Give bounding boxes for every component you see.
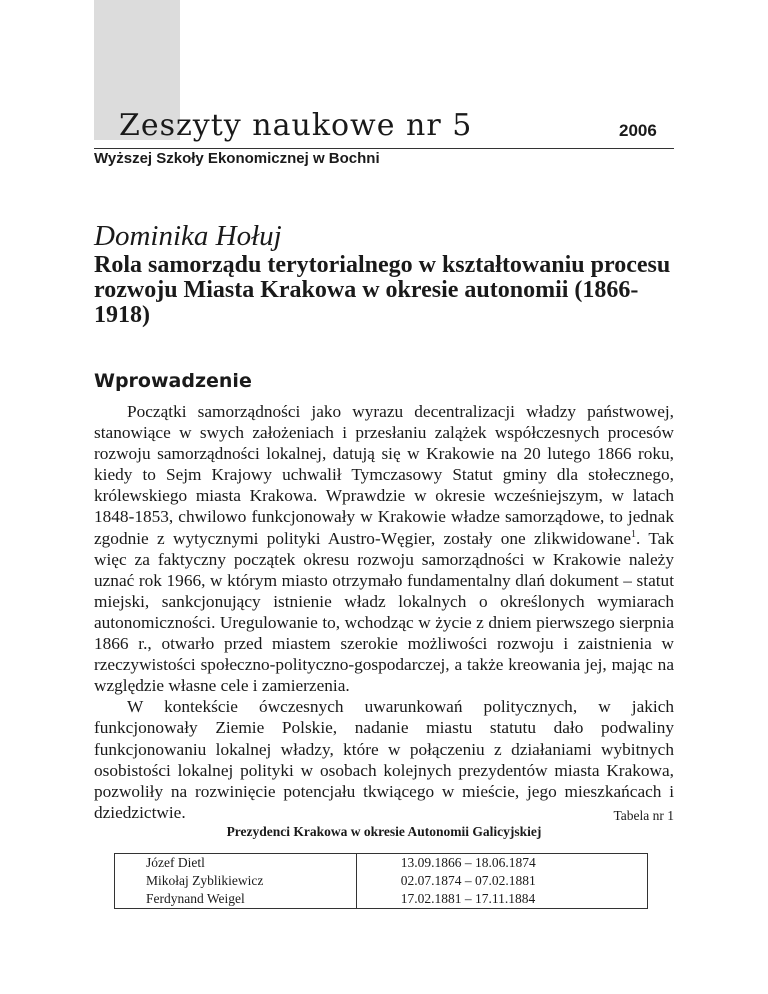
paragraph-1-text-a: Początki samorządności jako wyrazu decentralizacji władzy państwowej, stanowiące w swych założeniach i przesłaniu zalążek współczesnych procesów rozwoju samorządności lokalnej, datują się w Krakowie na 20 lutego 1866 roku, kiedy to Sejm Krajowy uchwalił Tymczasowy Statut gminy dla stołecznego, królewskiego miasta Krakowa. Wprawdzie w okresie wcześniejszym, w latach 1848-1853, chwilowo funkcjonowały w Krakowie władze samorządowe, to jednak zgodnie z wytycznymi polityki Austro-Węgier, zostały one zlikwidowane [94, 402, 674, 548]
section-heading: Wprowadzenie [94, 370, 252, 392]
president-name: Józef Dietl [115, 854, 357, 873]
publication-year: 2006 [619, 121, 657, 140]
paragraph-1-text-b: . Tak więc za faktyczny początek okresu rozwoju samorządności w Krakowie należy uznać rok 1966, w którym miasto otrzymało fundamentalny dlań dokument – statut miejski, sankcjonujący istnienie władz lokalnych o określonych wymiarach autonomiczności. Uregulowanie to, wchodząc w życie z dniem pierwszego sierpnia 1866 r., otwarło przed miastem szerokie możliwości rozwoju i zaistnienia w rzeczywistości społeczno-polityczno-gospodarczej, a także kreowania jej, mając na względzie własne cele i zamierzenia. [94, 528, 674, 696]
table-row [115, 890, 648, 909]
president-name: Mikołaj Zyblikiewicz [115, 872, 357, 890]
term-dates: 13.09.1866 – 18.06.1874 [356, 854, 647, 873]
table-row [115, 872, 648, 890]
article-body [94, 401, 674, 823]
footnote-reference[interactable]: 1 [630, 528, 636, 540]
paragraph-2: W kontekście ówczesnych uwarunkowań politycznych, w jakich funkcjonowały Ziemie Polskie, nadanie miastu statutu dało podwaliny funkcjonowaniu lokalnej władzy, które w połączeniu z działaniami wybitnych osobistości lokalnej polityki w osobach kolejnych prezydentów miasta Krakowa, pozwoliły na rozwinięcie potencjału tkwiącego w mieście, jego mieszkańcach i dziedzictwie. [94, 697, 674, 822]
presidents-table [114, 853, 648, 909]
article-title: Rola samorządu terytorialnego w kształtowaniu procesu rozwoju Miasta Krakowa w okresie autonomii (1866-1918) [94, 252, 671, 328]
series-title: Zeszyty naukowe nr 5 [119, 108, 473, 143]
table-label: Tabela nr 1 [613, 808, 674, 823]
table-row [115, 854, 648, 873]
article-author: Dominika Hołuj [94, 220, 282, 252]
paragraph-1 [94, 401, 674, 696]
term-dates: 02.07.1874 – 07.02.1881 [356, 872, 647, 890]
table-caption: Prezydenci Krakowa w okresie Autonomii Galicyjskiej [226, 824, 542, 839]
term-dates: 17.02.1881 – 17.11.1884 [356, 890, 647, 909]
header-divider [94, 148, 674, 149]
institution-name: Wyższej Szkoły Ekonomicznej w Bochni [94, 150, 380, 167]
president-name: Ferdynand Weigel [115, 890, 357, 909]
